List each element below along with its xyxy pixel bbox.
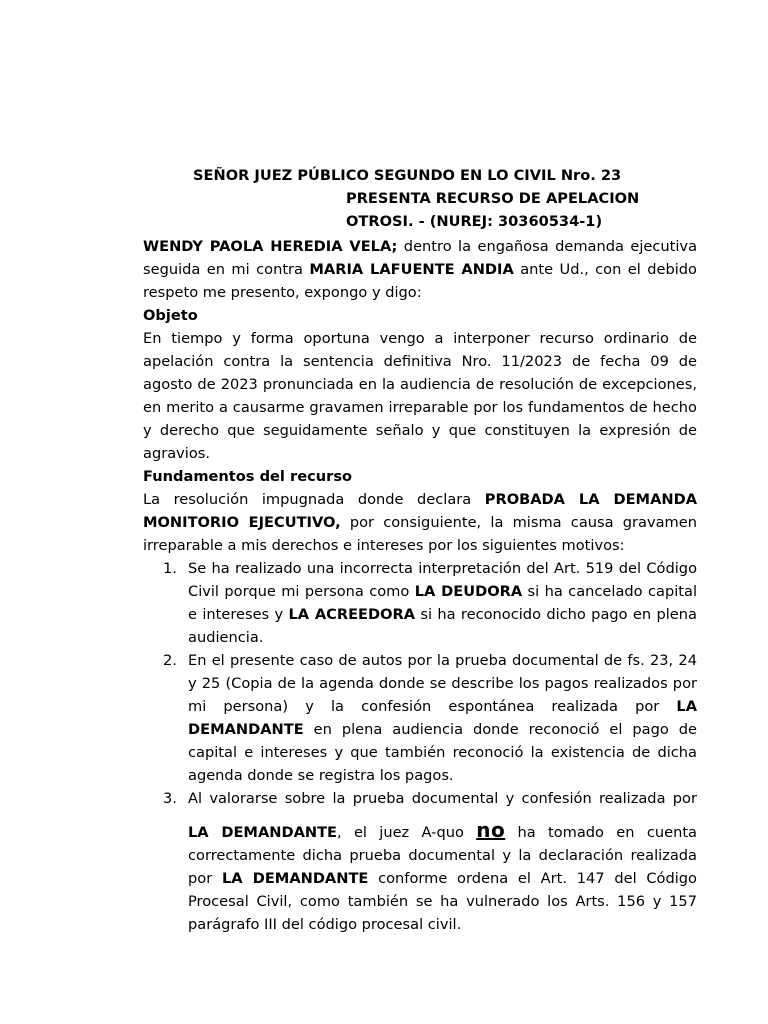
filing-title: PRESENTA RECURSO DE APELACION [346, 190, 640, 207]
list-item: 3. Al valorarse sobre la prueba documental y confesión realizada por LA DEMANDANTE, el juez A-quo no ha tomado en cuenta correctamente dicha prueba documental y la declaración realizada por LA DEMANDANTE conforme ordena el Art. 147 del Código Procesal Civil, como también se ha vulnerado los Arts. 156 y 157 parágrafo III del código procesal civil. [163, 790, 697, 933]
otrosi-nurej: OTROSI. - (NUREJ: 30360534-1) [346, 213, 603, 230]
emphasis-no: no [476, 818, 506, 842]
intro-paragraph: WENDY PAOLA HEREDIA VELA; dentro la engañosa demanda ejecutiva seguida en mi contra MARIA LAFUENTE ANDIA ante Ud., con el debido respeto me presento, expongo y digo: [143, 238, 698, 301]
list-item: 2. En el presente caso de autos por la prueba documental de fs. 23, 24 y 25 (Copia de la agenda donde se describe los pagos realizados por mi persona) y la confesión espontánea realizada por LA DEMANDANTE en plena audiencia donde reconoció el pago de capital e intereses y que también reconoció la existencia de dicha agenda donde se registra los pagos. [163, 652, 697, 784]
objeto-heading: Objeto [143, 307, 198, 324]
objeto-paragraph: En tiempo y forma oportuna vengo a interponer recurso ordinario de apelación contra la sentencia definitiva Nro. 11/2023 de fecha 09 de agosto de 2023 pronunciada en la audiencia de resolución de excepciones, en merito a causarme gravamen irreparable por los fundamentos de hecho y derecho que seguidamente señalo y que constituyen la expresión de agravios. [143, 330, 697, 462]
fundamentos-heading: Fundamentos del recurso [143, 468, 353, 485]
plaintiff-name: WENDY PAOLA HEREDIA VELA; [143, 238, 398, 255]
fundamentos-paragraph: La resolución impugnada donde declara PROBADA LA DEMANDA MONITORIO EJECUTIVO, por consiguiente, la misma causa gravamen irreparable a mis derechos e intereses por los siguientes motivos: [143, 491, 697, 554]
list-item: 1. Se ha realizado una incorrecta interpretación del Art. 519 del Código Civil porque mi persona como LA DEUDORA si ha cancelado capital e intereses y LA ACREEDORA si ha reconocido dicho pago en plena audiencia. [163, 560, 697, 646]
motivos-list [143, 557, 697, 936]
defendant-name: MARIA LAFUENTE ANDIA [309, 261, 514, 278]
court-addressee: SEÑOR JUEZ PÚBLICO SEGUNDO EN LO CIVIL Nro. 23 [193, 167, 622, 184]
